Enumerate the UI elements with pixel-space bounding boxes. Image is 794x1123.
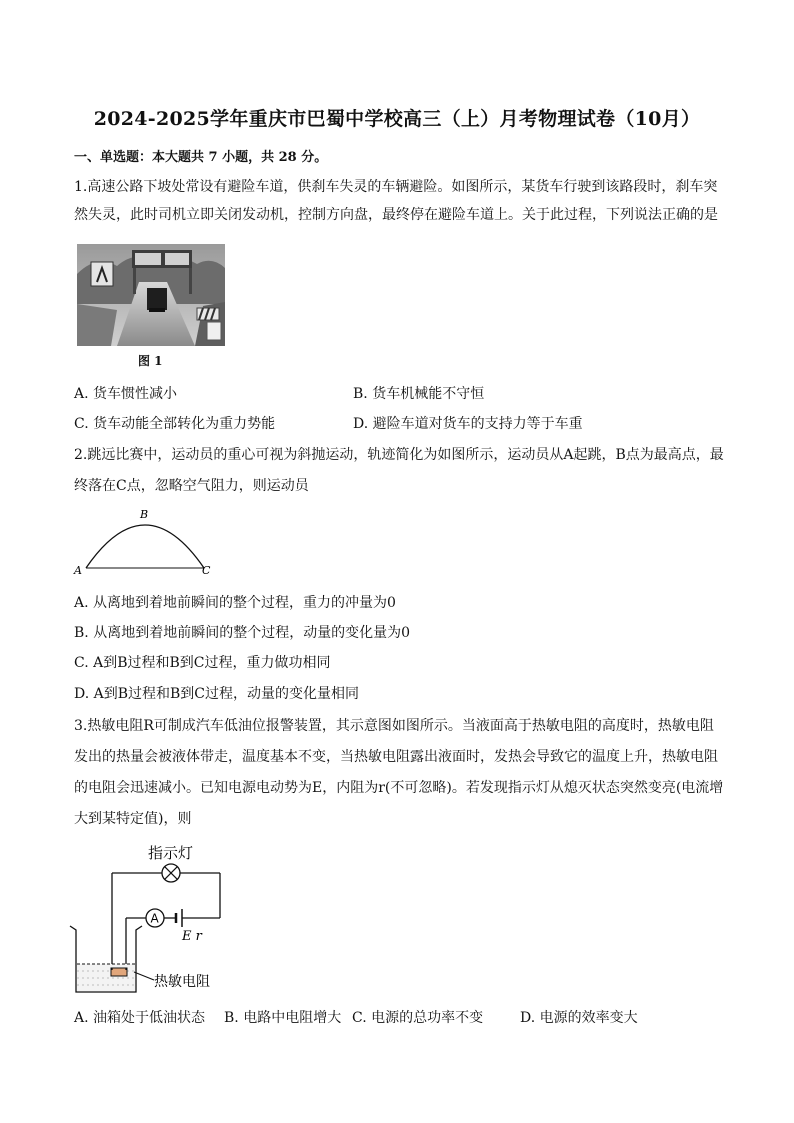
ammeter-label: A bbox=[150, 911, 159, 926]
thermistor-label: 热敏电阻 bbox=[154, 974, 210, 990]
q3-option-b[interactable]: B. 电路中电阻增大 bbox=[224, 1010, 342, 1026]
escape-lane-photo bbox=[77, 244, 225, 346]
thermistor-pointer bbox=[134, 972, 154, 980]
q3-stem-line1: 3.热敏电阻R可制成汽车低油位报警装置，其示意图如图所示。当液面高于热敏电阻的高度时，热敏电阻 bbox=[74, 718, 714, 734]
q1-stem-line1: 1.高速公路下坡处常设有避险车道，供刹车失灵的车辆避险。如图所示，某货车行驶到该路段时，刹车突 bbox=[74, 179, 718, 195]
q2-stem-line1: 2.跳远比赛中，运动员的重心可视为斜抛运动，轨迹简化为如图所示，运动员从A起跳，B点为最高点，最 bbox=[74, 447, 724, 463]
section-heading: 一、单选题：本大题共 7 小题，共 28 分。 bbox=[74, 150, 328, 165]
q1-option-d[interactable]: D. 避险车道对货车的支持力等于车重 bbox=[353, 416, 583, 432]
parabola-trajectory bbox=[86, 525, 204, 568]
figure1-caption: 图 1 bbox=[138, 354, 163, 368]
q2-option-a[interactable]: A. 从离地到着地前瞬间的整个过程，重力的冲量为0 bbox=[74, 595, 396, 611]
trajectory-diagram bbox=[70, 506, 218, 578]
q3-stem-line2: 发出的热量会被液体带走，温度基本不变，当热敏电阻露出液面时，发热会导致它的温度上升，热敏电阻 bbox=[74, 749, 718, 765]
point-c-label: C bbox=[202, 564, 211, 577]
q2-option-c[interactable]: C. A到B过程和B到C过程，重力做功相同 bbox=[74, 655, 331, 671]
q2-stem-line2: 终落在C点，忽略空气阻力，则运动员 bbox=[74, 478, 309, 494]
q1-option-a[interactable]: A. 货车惯性减小 bbox=[74, 386, 178, 402]
point-a-label: A bbox=[74, 564, 82, 577]
page-title: 2024-2025学年重庆市巴蜀中学校高三（上）月考物理试卷（10月） bbox=[93, 108, 701, 130]
lamp-label: 指示灯 bbox=[148, 844, 194, 862]
q3-option-a[interactable]: A. 油箱处于低油状态 bbox=[74, 1010, 206, 1026]
circuit-diagram bbox=[66, 838, 236, 1000]
q3-stem-line4: 大到某特定值)，则 bbox=[74, 811, 192, 827]
q3-stem-line3: 的电阻会迅速减小。已知电源电动势为E，内阻为r(不可忽略)。若发现指示灯从熄灭状态突然变亮(电流增 bbox=[74, 780, 724, 796]
q3-option-d[interactable]: D. 电源的效率变大 bbox=[520, 1010, 638, 1026]
q1-option-c[interactable]: C. 货车动能全部转化为重力势能 bbox=[74, 416, 276, 432]
q2-option-d[interactable]: D. A到B过程和B到C过程，动量的变化量相同 bbox=[74, 686, 360, 702]
q1-option-b[interactable]: B. 货车机械能不守恒 bbox=[353, 386, 485, 402]
emf-label: E r bbox=[182, 929, 202, 944]
q2-option-b[interactable]: B. 从离地到着地前瞬间的整个过程，动量的变化量为0 bbox=[74, 625, 411, 641]
point-b-label: B bbox=[140, 508, 149, 521]
q3-option-c[interactable]: C. 电源的总功率不变 bbox=[352, 1010, 484, 1026]
q1-stem-line2: 然失灵，此时司机立即关闭发动机，控制方向盘，最终停在避险车道上。关于此过程，下列说法正确的是 bbox=[74, 207, 718, 223]
thermistor-icon bbox=[111, 968, 127, 976]
